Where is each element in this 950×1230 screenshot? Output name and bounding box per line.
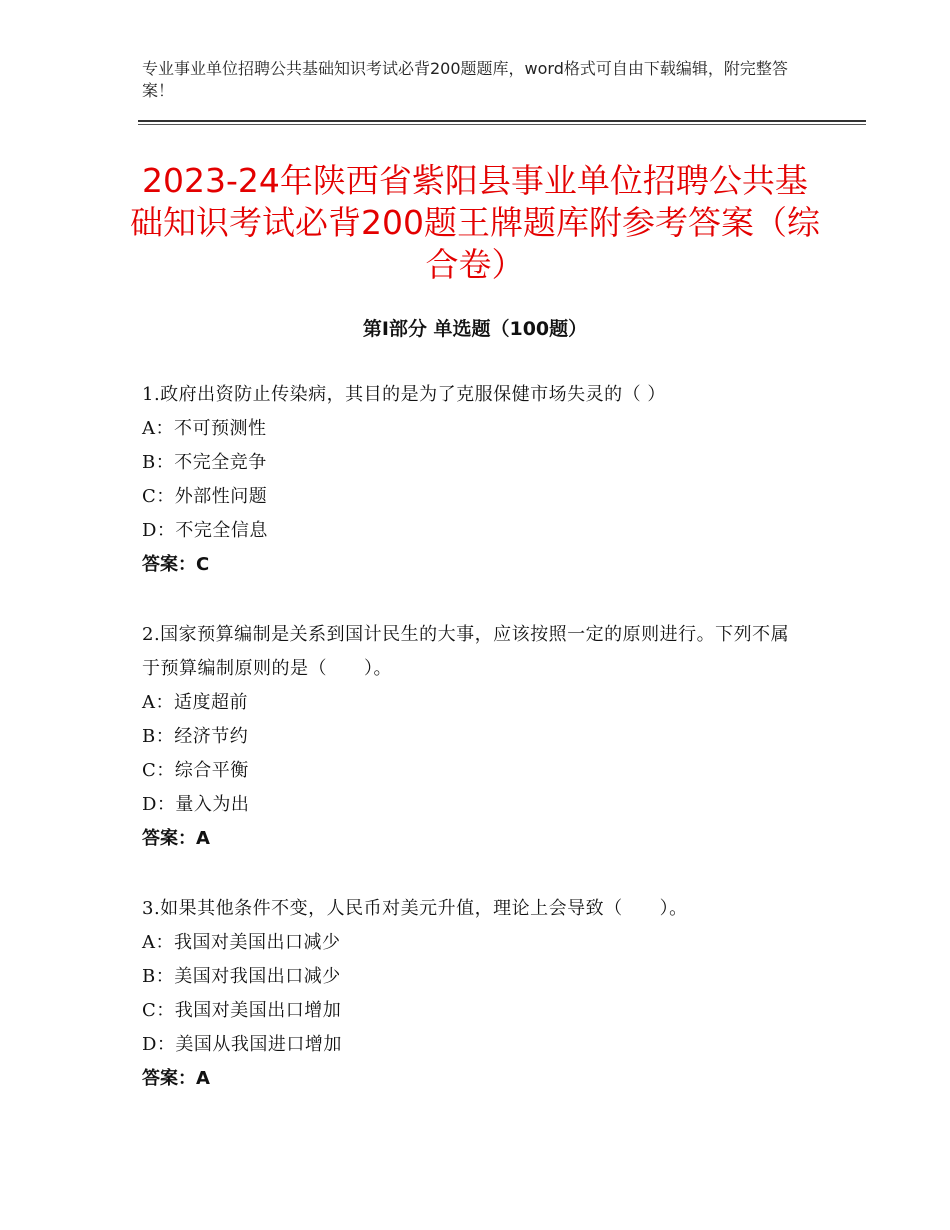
option-c: C：综合平衡 [142, 760, 249, 781]
option-a: A：适度超前 [142, 692, 248, 713]
option-d: D：美国从我国进口增加 [142, 1034, 342, 1055]
option-c: C：外部性问题 [142, 486, 268, 507]
question-stem: 1.政府出资防止传染病，其目的是为了克服保健市场失灵的（ ） [142, 384, 666, 405]
question-stem: 3.如果其他条件不变，人民币对美元升值，理论上会导致（ ）。 [142, 898, 688, 919]
question-2 [142, 618, 802, 856]
answer: 答案：C [142, 554, 210, 575]
document-title: 2023-24年陕西省紫阳县事业单位招聘公共基础知识考试必背200题王牌题库附参考答案（综合卷） [130, 161, 820, 284]
answer: 答案：A [142, 1068, 210, 1089]
option-b: B：经济节约 [142, 726, 249, 747]
option-d: D：量入为出 [142, 794, 250, 815]
section-title: 第Ⅰ部分 单选题（100题） [362, 318, 588, 340]
option-a: A：不可预测性 [142, 418, 267, 439]
option-b: B：美国对我国出口减少 [142, 966, 341, 987]
option-a: A：我国对美国出口减少 [142, 932, 341, 953]
question-stem: 2.国家预算编制是关系到国计民生的大事，应该按照一定的原则进行。下列不属于预算编制原则的是（ ）。 [142, 624, 790, 679]
option-b: B：不完全竞争 [142, 452, 267, 473]
question-3 [142, 892, 802, 1096]
header-note: 专业事业单位招聘公共基础知识考试必背200题题库，word格式可自由下载编辑，附完整答案！ [142, 59, 788, 100]
answer: 答案：A [142, 828, 210, 849]
header-rule-thin [138, 124, 866, 125]
header-rule-thick [138, 120, 866, 122]
question-1 [142, 378, 802, 582]
option-d: D：不完全信息 [142, 520, 268, 541]
option-c: C：我国对美国出口增加 [142, 1000, 342, 1021]
